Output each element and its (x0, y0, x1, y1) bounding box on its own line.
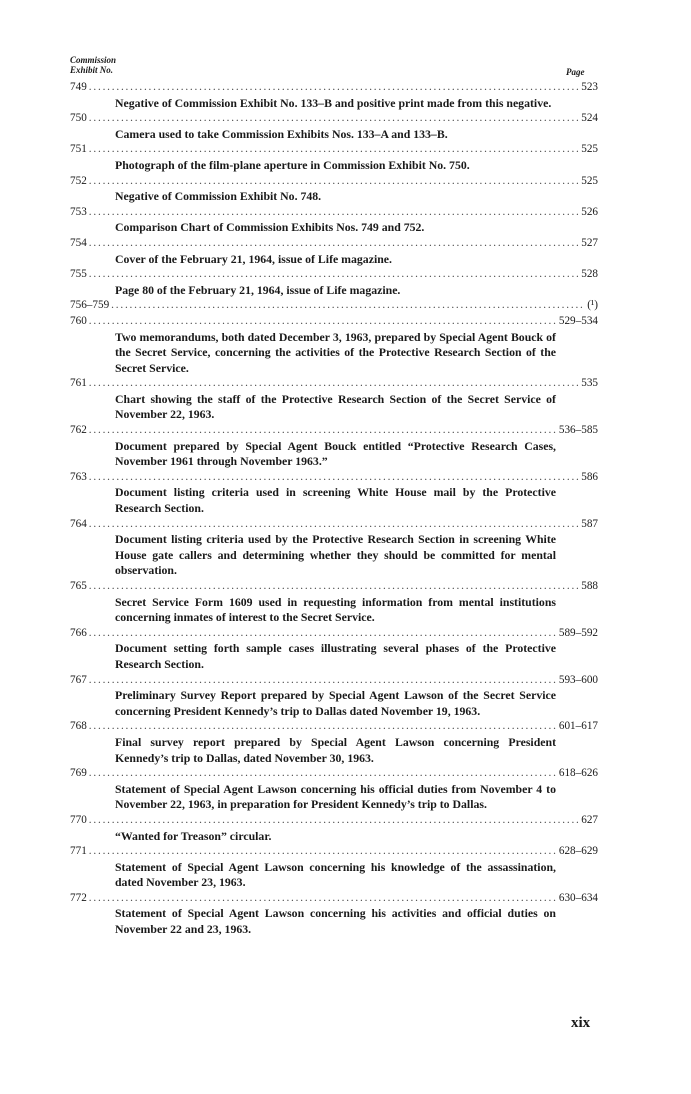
dot-leader (89, 813, 579, 829)
exhibit-number-line (70, 673, 598, 689)
exhibit-entry (70, 626, 598, 673)
dot-leader (89, 673, 557, 689)
exhibit-number: 769 (70, 767, 87, 780)
page-reference: 589–592 (558, 626, 598, 639)
exhibit-description: Negative of Commission Exhibit No. 133–B and positive print made from this negative. (115, 95, 552, 110)
exhibit-number: 771 (70, 845, 87, 858)
exhibit-number-line (70, 205, 598, 221)
exhibit-description: Photograph of the film-plane aperture in Commission Exhibit No. 750. (115, 157, 470, 172)
page-reference: 528 (581, 268, 598, 281)
header-commission: Commission (70, 55, 117, 65)
exhibit-number: 764 (70, 517, 87, 530)
exhibit-description: Preliminary Survey Report prepared by Special Agent Lawson of the Secret Service concerning President Kennedy’s trip to Dallas dated November 19, 1963. (115, 688, 556, 718)
dot-leader (89, 142, 579, 158)
exhibit-number: 755 (70, 268, 87, 281)
exhibit-number-line (70, 719, 598, 735)
exhibit-number-line (70, 813, 598, 829)
exhibit-number: 770 (70, 813, 87, 826)
exhibit-list (70, 80, 598, 938)
exhibit-number: 767 (70, 673, 87, 686)
exhibit-number-line (70, 579, 598, 595)
exhibit-number-line (70, 267, 598, 283)
exhibit-number: 760 (70, 314, 87, 327)
exhibit-entry (70, 517, 598, 579)
exhibit-entry (70, 236, 598, 267)
page-reference: 593–600 (558, 673, 598, 686)
exhibit-number-line (70, 470, 598, 486)
dot-leader (89, 111, 579, 127)
page-reference: 525 (581, 174, 598, 187)
exhibit-number-line (70, 376, 598, 392)
exhibit-description: Statement of Special Agent Lawson concerning his activities and official duties on November 22 and 23, 1963. (115, 906, 556, 937)
exhibit-number: 752 (70, 174, 87, 187)
page-reference: 526 (581, 205, 598, 218)
page-reference: 524 (581, 112, 598, 125)
exhibit-entry (70, 111, 598, 142)
exhibit-number-line (70, 174, 598, 190)
exhibit-entry (70, 470, 598, 517)
page-reference: 618–626 (558, 767, 598, 780)
exhibit-number-line (70, 766, 598, 782)
exhibit-entry (70, 579, 598, 626)
page-reference: (¹) (587, 299, 598, 312)
exhibit-number-line (70, 314, 598, 330)
page-reference: 525 (581, 143, 598, 156)
exhibit-number: 763 (70, 470, 87, 483)
exhibit-number-line (70, 298, 598, 314)
exhibit-number: 761 (70, 377, 87, 390)
dot-leader (89, 626, 557, 642)
page-reference: 529–534 (558, 314, 598, 327)
page-reference: 627 (581, 813, 598, 826)
dot-leader (89, 766, 557, 782)
exhibit-description: Document setting forth sample cases illustrating several phases of the Protective Research Section. (115, 641, 556, 671)
exhibit-entry (70, 205, 598, 236)
dot-leader (89, 470, 579, 486)
page-reference: 587 (581, 517, 598, 530)
dot-leader (89, 579, 579, 595)
exhibit-description: Negative of Commission Exhibit No. 748. (115, 189, 322, 204)
page-reference: 586 (581, 470, 598, 483)
exhibit-number: 756–759 (70, 299, 110, 312)
column-header-page: Page (566, 67, 585, 77)
exhibit-number: 768 (70, 720, 87, 733)
exhibit-entry (70, 298, 598, 314)
exhibit-number-line (70, 844, 598, 860)
exhibit-entry (70, 376, 598, 423)
exhibit-number-line (70, 423, 598, 439)
dot-leader (89, 174, 579, 190)
exhibit-description: Page 80 of the February 21, 1964, issue of Life magazine. (115, 282, 401, 297)
dot-leader (89, 423, 557, 439)
exhibit-entry (70, 719, 598, 766)
exhibit-description: Statement of Special Agent Lawson concerning his official duties from November 4 to November 22, 1963, in preparation for President Kennedy’s trip to Dallas. (115, 781, 556, 812)
exhibit-number: 762 (70, 424, 87, 437)
exhibit-description: Secret Service Form 1609 used in requesting information from mental institutions concerning inmates of interest to the Secret Service. (115, 594, 556, 625)
exhibit-number: 766 (70, 626, 87, 639)
exhibit-number-line (70, 891, 598, 907)
exhibit-description: “Wanted for Treason” circular. (115, 828, 272, 843)
page-reference: 601–617 (558, 720, 598, 733)
exhibit-description: Two memorandums, both dated December 3, 1963, prepared by Special Agent Bouck of the Secret Service, concerning the activities of the Protective Research Section of the Secret Service. (115, 329, 556, 375)
exhibit-description: Statement of Special Agent Lawson concerning his knowledge of the assassination, dated November 23, 1963. (115, 859, 556, 890)
page-reference: 628–629 (558, 845, 598, 858)
dot-leader (89, 517, 579, 533)
page-reference: 630–634 (558, 891, 598, 904)
dot-leader (89, 80, 579, 96)
dot-leader (89, 314, 557, 330)
exhibit-entry (70, 844, 598, 891)
exhibit-entry (70, 80, 598, 111)
page-reference: 536–585 (558, 424, 598, 437)
exhibit-description: Document listing criteria used in screening White House mail by the Protective Research Section. (115, 485, 556, 516)
dot-leader (89, 719, 557, 735)
exhibit-number-line (70, 111, 598, 127)
exhibit-entry (70, 423, 598, 470)
column-header-exhibit (70, 55, 116, 75)
exhibit-number: 754 (70, 236, 87, 249)
exhibit-number-line (70, 80, 598, 96)
exhibit-number: 772 (70, 891, 87, 904)
exhibit-number-line (70, 626, 598, 642)
dot-leader (111, 298, 585, 314)
dot-leader (89, 236, 579, 252)
exhibit-entry (70, 673, 598, 720)
exhibit-description: Document prepared by Special Agent Bouck entitled “Protective Research Cases, November 1961 through November 1963.” (115, 438, 556, 469)
page-number: xix (571, 1015, 591, 1031)
page-reference: 527 (581, 236, 598, 249)
page-reference: 588 (581, 580, 598, 592)
exhibit-description: Final survey report prepared by Special Agent Lawson concerning President Kennedy’s trip to Dallas, dated November 30, 1963. (115, 734, 556, 765)
exhibit-number-line (70, 236, 598, 252)
exhibit-description: Document listing criteria used by the Protective Research Section in screening White House gate callers and determining whether they should be committed for mental observation. (115, 532, 556, 578)
dot-leader (89, 844, 557, 860)
exhibit-description: Comparison Chart of Commission Exhibits Nos. 749 and 752. (115, 220, 425, 235)
exhibit-number: 749 (70, 81, 87, 93)
exhibit-number-line (70, 142, 598, 158)
dot-leader (89, 376, 579, 392)
exhibit-entry (70, 142, 598, 173)
exhibit-entry (70, 267, 598, 298)
exhibit-number: 753 (70, 205, 87, 218)
dot-leader (89, 205, 579, 221)
exhibit-entry (70, 174, 598, 205)
header-exhibit-no: Exhibit No. (70, 65, 114, 75)
page-reference: 535 (581, 377, 598, 390)
exhibit-description: Cover of the February 21, 1964, issue of Life magazine. (115, 251, 392, 266)
exhibit-description: Camera used to take Commission Exhibits Nos. 133–A and 133–B. (115, 126, 448, 141)
exhibit-entry (70, 766, 598, 813)
exhibit-entry (70, 813, 598, 844)
exhibit-entry (70, 314, 598, 376)
exhibit-number: 750 (70, 112, 87, 125)
dot-leader (89, 891, 557, 907)
page-reference: 523 (581, 81, 598, 93)
exhibit-number: 765 (70, 580, 87, 592)
exhibit-description: Chart showing the staff of the Protective Research Section of the Secret Service of November 22, 1963. (115, 391, 556, 422)
dot-leader (89, 267, 579, 283)
exhibit-number-line (70, 517, 598, 533)
exhibit-number: 751 (70, 143, 87, 156)
exhibit-entry (70, 891, 598, 938)
